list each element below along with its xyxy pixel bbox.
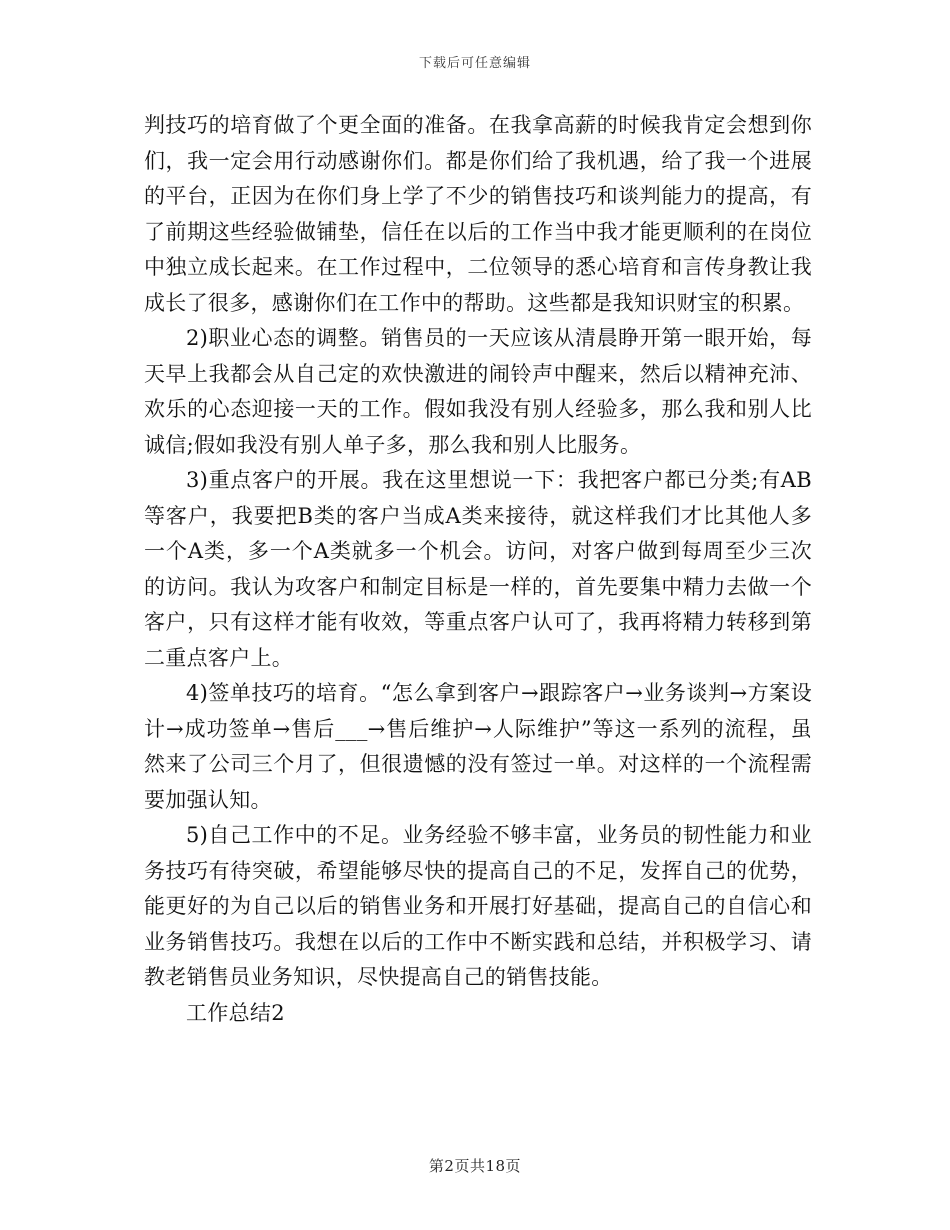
header-note: 下载后可任意编辑 [418,56,531,71]
document-body [144,108,812,1031]
paragraph-key-clients: 3)重点客户的开展。我在这里想说一下：我把客户都已分类;有AB等客户，我要把B类的客户当成A类来接待，就这样我们才比其他人多一个A类，多一个A类就多一个机会。访问，对客户做到每周至少三次的访问。我认为攻客户和制定目标是一样的，首先要集中精力去做一个客户，只有这样才能有收效，等重点客户认可了，我再将精力转移到第二重点客户上。 [144,468,812,670]
paragraph-continuation: 判技巧的培育做了个更全面的准备。在我拿高薪的时候我肯定会想到你们，我一定会用行动感谢你们。都是你们给了我机遇，给了我一个进展的平台，正因为在你们身上学了不少的销售技巧和谈判能力的提高，有了前期这些经验做铺垫，信任在以后的工作当中我才能更顺利的在岗位中独立成长起来。在工作过程中，二位领导的悉心培育和言传身教让我成长了很多，感谢你们在工作中的帮助。这些都是我知识财宝的积累。 [144,113,812,315]
paragraph-shortcomings: 5)自己工作中的不足。业务经验不够丰富，业务员的韧性能力和业务技巧有待突破，希望能够尽快的提高自己的不足，发挥自己的优势，能更好的为自己以后的销售业务和开展打好基础，提高自己的自信心和业务销售技巧。我想在以后的工作中不断实践和总结，并积极学习、请教老销售员业务知识，尽快提高自己的销售技能。 [144,823,812,989]
paragraph-career-mindset: 2)职业心态的调整。销售员的一天应该从清晨睁开第一眼开始，每天早上我都会从自己定的欢快激进的闹铃声中醒来，然后以精神充沛、欢乐的心态迎接一天的工作。假如我没有别人经验多，那么我和别人比诚信;假如我没有别人单子多，那么我和别人比服务。 [144,326,812,457]
page-indicator: 第2页共18页 [428,1157,522,1175]
section-heading: 工作总结2 [186,1000,285,1025]
paragraph-signing-skills: 4)签单技巧的培育。“怎么拿到客户→跟踪客户→业务谈判→方案设计→成功签单→售后___→售后维护→人际维护”等这一系列的流程，虽然来了公司三个月了，但很遗憾的没有签过一单。对这样的一个流程需要加强认知。 [144,681,812,812]
